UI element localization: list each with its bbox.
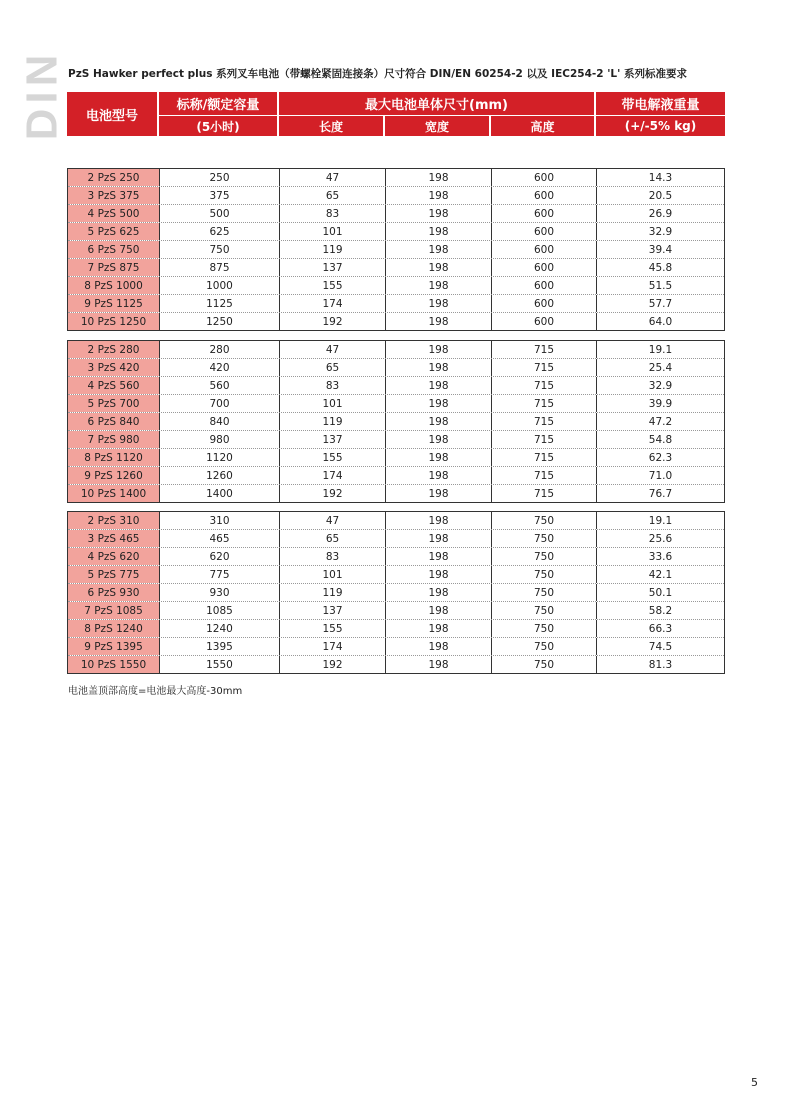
- width-cell: 198: [386, 359, 492, 376]
- model-cell: 2 PzS 250: [68, 169, 160, 186]
- weight-cell: 71.0: [648, 469, 673, 482]
- height-cell: 600: [492, 277, 597, 294]
- model-cell: 5 PzS 700: [68, 395, 160, 412]
- footnote: 电池盖顶部高度=电池最大高度-30mm: [68, 686, 243, 697]
- height-cell: 715: [492, 359, 597, 376]
- weight-cell: 76.7: [648, 487, 673, 500]
- weight-cell: 45.8: [648, 261, 673, 274]
- height-cell: 750: [492, 566, 597, 583]
- capacity-cell: 1085: [160, 602, 280, 619]
- weight-cell: 14.3: [648, 171, 673, 184]
- weight-cell: 20.5: [648, 189, 673, 202]
- table-row: [68, 566, 724, 584]
- capacity-cell: 875: [160, 259, 280, 276]
- table-row: [68, 295, 724, 313]
- capacity-cell: 1400: [160, 485, 280, 502]
- table-row: [68, 467, 724, 485]
- length-cell: 174: [280, 295, 386, 312]
- weight-cell: 42.1: [648, 568, 673, 581]
- table-group-715: [67, 340, 725, 503]
- model-cell: 6 PzS 840: [68, 413, 160, 430]
- weight-cell: 25.4: [648, 361, 673, 374]
- capacity-cell: 1395: [160, 638, 280, 655]
- height-cell: 715: [492, 395, 597, 412]
- capacity-cell: 310: [160, 512, 280, 529]
- model-cell: 10 PzS 1550: [68, 656, 160, 673]
- model-cell: 4 PzS 620: [68, 548, 160, 565]
- table-row: [68, 485, 724, 502]
- weight-cell: 50.1: [648, 586, 673, 599]
- table-row: [68, 638, 724, 656]
- capacity-cell: 560: [160, 377, 280, 394]
- table-row: [68, 656, 724, 673]
- length-cell: 101: [280, 566, 386, 583]
- capacity-cell: 420: [160, 359, 280, 376]
- length-cell: 101: [280, 395, 386, 412]
- table-group-750: [67, 511, 725, 674]
- height-cell: 600: [492, 241, 597, 258]
- weight-cell: 47.2: [648, 415, 673, 428]
- length-cell: 47: [280, 341, 386, 358]
- length-cell: 155: [280, 620, 386, 637]
- weight-cell: 64.0: [648, 315, 673, 328]
- width-cell: 198: [386, 277, 492, 294]
- header-weight-unit: (+/-5% kg): [596, 116, 725, 136]
- model-cell: 5 PzS 775: [68, 566, 160, 583]
- table-row: [68, 359, 724, 377]
- din-side-label: [17, 49, 66, 141]
- length-cell: 65: [280, 187, 386, 204]
- model-cell: 6 PzS 930: [68, 584, 160, 601]
- width-cell: 198: [386, 449, 492, 466]
- table-row: [68, 241, 724, 259]
- table-row: [68, 259, 724, 277]
- capacity-cell: 280: [160, 341, 280, 358]
- capacity-cell: 775: [160, 566, 280, 583]
- table-row: [68, 413, 724, 431]
- length-cell: 137: [280, 431, 386, 448]
- model-cell: 2 PzS 280: [68, 341, 160, 358]
- width-cell: 198: [386, 241, 492, 258]
- width-cell: 198: [386, 566, 492, 583]
- length-cell: 83: [280, 548, 386, 565]
- width-cell: 198: [386, 638, 492, 655]
- model-cell: 3 PzS 375: [68, 187, 160, 204]
- width-cell: 198: [386, 602, 492, 619]
- capacity-cell: 375: [160, 187, 280, 204]
- model-cell: 9 PzS 1395: [68, 638, 160, 655]
- capacity-cell: 1125: [160, 295, 280, 312]
- model-cell: 9 PzS 1260: [68, 467, 160, 484]
- capacity-cell: 930: [160, 584, 280, 601]
- capacity-cell: 750: [160, 241, 280, 258]
- model-cell: 8 PzS 1000: [68, 277, 160, 294]
- height-cell: 750: [492, 638, 597, 655]
- length-cell: 155: [280, 277, 386, 294]
- table-row: [68, 512, 724, 530]
- table-row: [68, 205, 724, 223]
- length-cell: 119: [280, 413, 386, 430]
- weight-cell: 25.6: [648, 532, 673, 545]
- length-cell: 83: [280, 205, 386, 222]
- model-cell: 7 PzS 875: [68, 259, 160, 276]
- header-length: 长度: [279, 116, 383, 136]
- table-row: [68, 395, 724, 413]
- width-cell: 198: [386, 548, 492, 565]
- width-cell: 198: [386, 656, 492, 673]
- height-cell: 715: [492, 341, 597, 358]
- width-cell: 198: [386, 223, 492, 240]
- width-cell: 198: [386, 205, 492, 222]
- height-cell: 600: [492, 259, 597, 276]
- width-cell: 198: [386, 187, 492, 204]
- page-title: PzS Hawker perfect plus 系列叉车电池（带螺栓紧固连接条）尺寸符合 DIN/EN 60254-2 以及 IEC254-2 'L' 系列标准要求: [68, 68, 687, 80]
- width-cell: 198: [386, 169, 492, 186]
- width-cell: 198: [386, 512, 492, 529]
- length-cell: 192: [280, 656, 386, 673]
- table-row: [68, 377, 724, 395]
- height-cell: 715: [492, 413, 597, 430]
- height-cell: 715: [492, 449, 597, 466]
- table-row: [68, 277, 724, 295]
- model-cell: 8 PzS 1240: [68, 620, 160, 637]
- model-cell: 8 PzS 1120: [68, 449, 160, 466]
- header-dimensions: 最大电池单体尺寸(mm): [279, 92, 594, 115]
- weight-cell: 62.3: [648, 451, 673, 464]
- model-cell: 10 PzS 1400: [68, 485, 160, 502]
- length-cell: 65: [280, 530, 386, 547]
- length-cell: 83: [280, 377, 386, 394]
- length-cell: 119: [280, 241, 386, 258]
- width-cell: 198: [386, 313, 492, 330]
- table-row: [68, 602, 724, 620]
- height-cell: 600: [492, 187, 597, 204]
- width-cell: 198: [386, 395, 492, 412]
- model-cell: 10 PzS 1250: [68, 313, 160, 330]
- header-capacity: 标称/额定容量: [159, 92, 277, 115]
- table-row: [68, 187, 724, 205]
- height-cell: 750: [492, 584, 597, 601]
- length-cell: 65: [280, 359, 386, 376]
- page-number: 5: [751, 1076, 758, 1089]
- height-cell: 600: [492, 295, 597, 312]
- model-cell: 3 PzS 420: [68, 359, 160, 376]
- weight-cell: 39.9: [648, 397, 673, 410]
- height-cell: 600: [492, 223, 597, 240]
- length-cell: 192: [280, 485, 386, 502]
- model-cell: 6 PzS 750: [68, 241, 160, 258]
- width-cell: 198: [386, 413, 492, 430]
- width-cell: 198: [386, 485, 492, 502]
- height-cell: 715: [492, 485, 597, 502]
- weight-cell: 66.3: [648, 622, 673, 635]
- capacity-cell: 1120: [160, 449, 280, 466]
- model-cell: 9 PzS 1125: [68, 295, 160, 312]
- weight-cell: 54.8: [648, 433, 673, 446]
- height-cell: 600: [492, 205, 597, 222]
- capacity-cell: 620: [160, 548, 280, 565]
- model-cell: 4 PzS 560: [68, 377, 160, 394]
- header-weight: 带电解液重量: [596, 92, 725, 115]
- capacity-cell: 1250: [160, 313, 280, 330]
- table-row: [68, 223, 724, 241]
- height-cell: 600: [492, 313, 597, 330]
- height-cell: 750: [492, 512, 597, 529]
- table-row: [68, 431, 724, 449]
- model-cell: 3 PzS 465: [68, 530, 160, 547]
- table-row: [68, 341, 724, 359]
- weight-cell: 32.9: [648, 379, 673, 392]
- header-model: 电池型号: [67, 92, 157, 136]
- length-cell: 47: [280, 169, 386, 186]
- capacity-cell: 1260: [160, 467, 280, 484]
- table-row: [68, 620, 724, 638]
- height-cell: 715: [492, 377, 597, 394]
- weight-cell: 57.7: [648, 297, 673, 310]
- capacity-cell: 465: [160, 530, 280, 547]
- width-cell: 198: [386, 467, 492, 484]
- table-group-600: [67, 168, 725, 331]
- table-row: [68, 530, 724, 548]
- height-cell: 750: [492, 530, 597, 547]
- header-width: 宽度: [385, 116, 489, 136]
- capacity-cell: 250: [160, 169, 280, 186]
- weight-cell: 51.5: [648, 279, 673, 292]
- table-row: [68, 548, 724, 566]
- capacity-cell: 1240: [160, 620, 280, 637]
- width-cell: 198: [386, 259, 492, 276]
- header-height: 高度: [491, 116, 594, 136]
- model-cell: 5 PzS 625: [68, 223, 160, 240]
- length-cell: 192: [280, 313, 386, 330]
- table-header: [67, 92, 725, 136]
- weight-cell: 32.9: [648, 225, 673, 238]
- length-cell: 101: [280, 223, 386, 240]
- capacity-cell: 700: [160, 395, 280, 412]
- length-cell: 155: [280, 449, 386, 466]
- model-cell: 2 PzS 310: [68, 512, 160, 529]
- length-cell: 137: [280, 602, 386, 619]
- width-cell: 198: [386, 377, 492, 394]
- height-cell: 715: [492, 431, 597, 448]
- height-cell: 750: [492, 620, 597, 637]
- weight-cell: 58.2: [648, 604, 673, 617]
- height-cell: 715: [492, 467, 597, 484]
- weight-cell: 19.1: [648, 514, 673, 527]
- model-cell: 7 PzS 1085: [68, 602, 160, 619]
- length-cell: 119: [280, 584, 386, 601]
- length-cell: 174: [280, 638, 386, 655]
- weight-cell: 39.4: [648, 243, 673, 256]
- weight-cell: 74.5: [648, 640, 673, 653]
- capacity-cell: 1550: [160, 656, 280, 673]
- capacity-cell: 1000: [160, 277, 280, 294]
- header-capacity-unit: (5小时): [159, 116, 277, 136]
- width-cell: 198: [386, 341, 492, 358]
- height-cell: 750: [492, 602, 597, 619]
- width-cell: 198: [386, 584, 492, 601]
- weight-cell: 19.1: [648, 343, 673, 356]
- height-cell: 600: [492, 169, 597, 186]
- weight-cell: 33.6: [648, 550, 673, 563]
- table-row: [68, 313, 724, 330]
- capacity-cell: 840: [160, 413, 280, 430]
- capacity-cell: 500: [160, 205, 280, 222]
- length-cell: 174: [280, 467, 386, 484]
- width-cell: 198: [386, 530, 492, 547]
- length-cell: 137: [280, 259, 386, 276]
- width-cell: 198: [386, 620, 492, 637]
- width-cell: 198: [386, 431, 492, 448]
- weight-cell: 81.3: [648, 658, 673, 671]
- width-cell: 198: [386, 295, 492, 312]
- height-cell: 750: [492, 656, 597, 673]
- table-row: [68, 449, 724, 467]
- weight-cell: 26.9: [648, 207, 673, 220]
- model-cell: 4 PzS 500: [68, 205, 160, 222]
- capacity-cell: 625: [160, 223, 280, 240]
- length-cell: 47: [280, 512, 386, 529]
- model-cell: 7 PzS 980: [68, 431, 160, 448]
- height-cell: 750: [492, 548, 597, 565]
- table-row: [68, 584, 724, 602]
- capacity-cell: 980: [160, 431, 280, 448]
- din-side-label-text: DIN: [17, 49, 66, 141]
- table-row: [68, 169, 724, 187]
